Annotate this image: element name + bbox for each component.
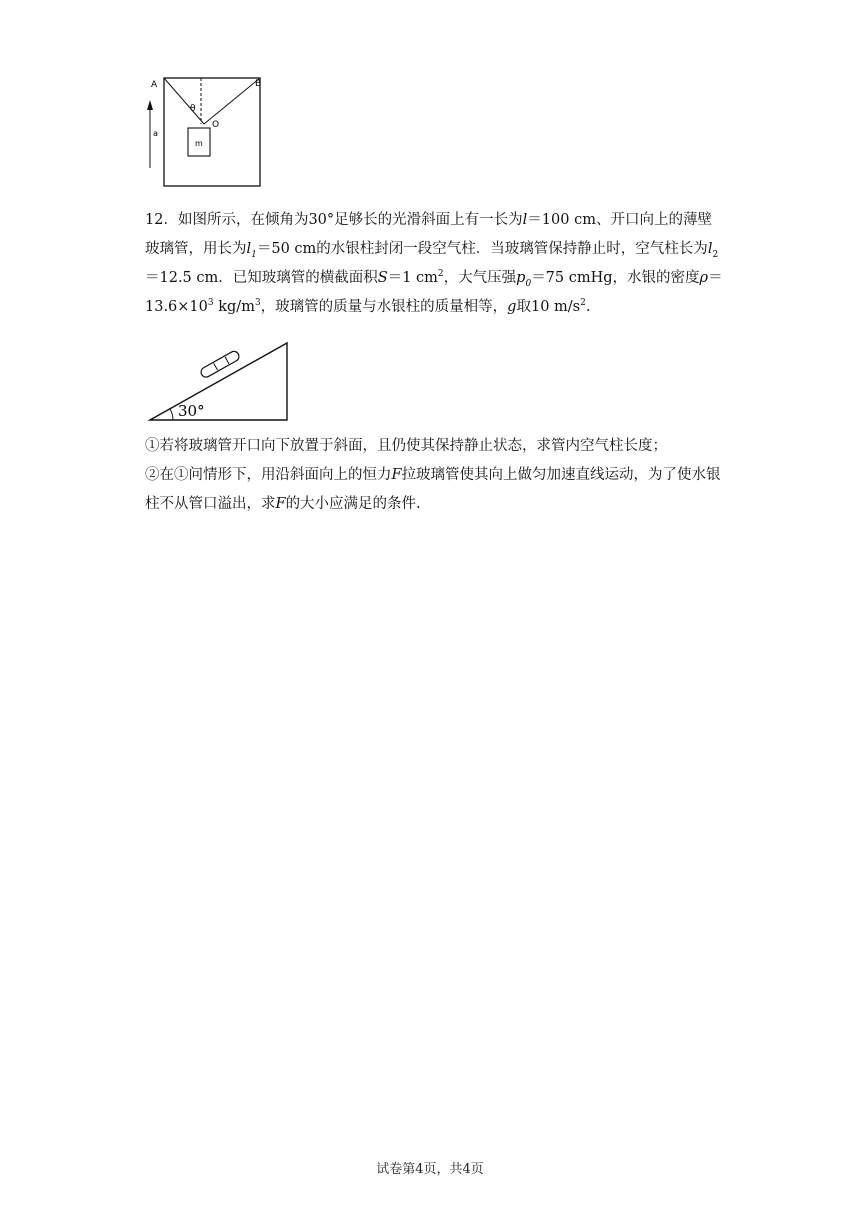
q12-text: ，玻璃管的质量与水银柱的质量相等， bbox=[260, 299, 508, 315]
superscript: 2 bbox=[437, 269, 444, 280]
label-b-point: B bbox=[255, 79, 262, 89]
label-o-point: O bbox=[212, 120, 220, 130]
incline-figure bbox=[145, 338, 295, 422]
q12-text: ＝1 cm bbox=[387, 270, 438, 286]
subscript: 0 bbox=[525, 278, 532, 289]
q12-text: 12．如图所示，在倾角为30°足够长的光滑斜面上有一长为 bbox=[145, 212, 523, 228]
superscript: 2 bbox=[580, 298, 586, 309]
var-rho: ρ bbox=[699, 270, 709, 286]
q12-text: kg/m bbox=[213, 299, 255, 315]
var-p0: p bbox=[516, 270, 526, 286]
label-mass: m bbox=[195, 139, 203, 148]
label-acceleration: a bbox=[153, 129, 158, 138]
label-a-point: A bbox=[151, 80, 158, 90]
question-12 bbox=[145, 206, 725, 322]
var-f: F bbox=[275, 496, 286, 512]
q12-text: ＝12.5 cm．已知玻璃管的横截面积 bbox=[145, 270, 378, 286]
q12-text: . bbox=[585, 299, 591, 315]
superscript: 3 bbox=[207, 298, 214, 309]
page-footer: 试卷第4页，共4页 bbox=[376, 1162, 484, 1177]
q12-text: 取10 m/s bbox=[516, 299, 581, 315]
label-theta: θ bbox=[190, 104, 196, 114]
q12-text: ＝100 cm、开口向上的薄壁玻璃管，用长为 bbox=[145, 212, 712, 257]
subscript: 2 bbox=[712, 249, 719, 260]
q12-text: ，大气压强 bbox=[443, 270, 517, 286]
superscript: 3 bbox=[254, 298, 261, 309]
subquestion-2 bbox=[145, 461, 725, 519]
sub2-text: 拉玻璃管使其向上做匀加速直线运动，为了使水银柱不从管口溢出，求 bbox=[145, 467, 721, 512]
var-l: l bbox=[522, 212, 528, 228]
q12-text: ＝75 cmHg，水银的密度 bbox=[531, 270, 700, 286]
subquestion-1: ①若将玻璃管开口向下放置于斜面，且仍使其保持静止状态，求管内空气柱长度； bbox=[145, 438, 667, 454]
q12-text: ＝13.6×10 bbox=[145, 270, 723, 315]
elevator-figure bbox=[140, 70, 270, 192]
var-g: g bbox=[507, 299, 517, 315]
var-l1: l bbox=[246, 241, 252, 257]
var-l2: l bbox=[707, 241, 713, 257]
sub2-text: 的大小应满足的条件. bbox=[285, 496, 421, 512]
sub2-text: ②在①问情形下，用沿斜面向上的恒力 bbox=[145, 467, 392, 483]
subscript: 1 bbox=[251, 249, 257, 260]
angle-label: 30° bbox=[178, 402, 205, 420]
var-f: F bbox=[391, 467, 402, 483]
q12-text: ＝50 cm的水银柱封闭一段空气柱．当玻璃管保持静止时，空气柱长为 bbox=[256, 241, 708, 257]
var-s: S bbox=[377, 270, 388, 286]
